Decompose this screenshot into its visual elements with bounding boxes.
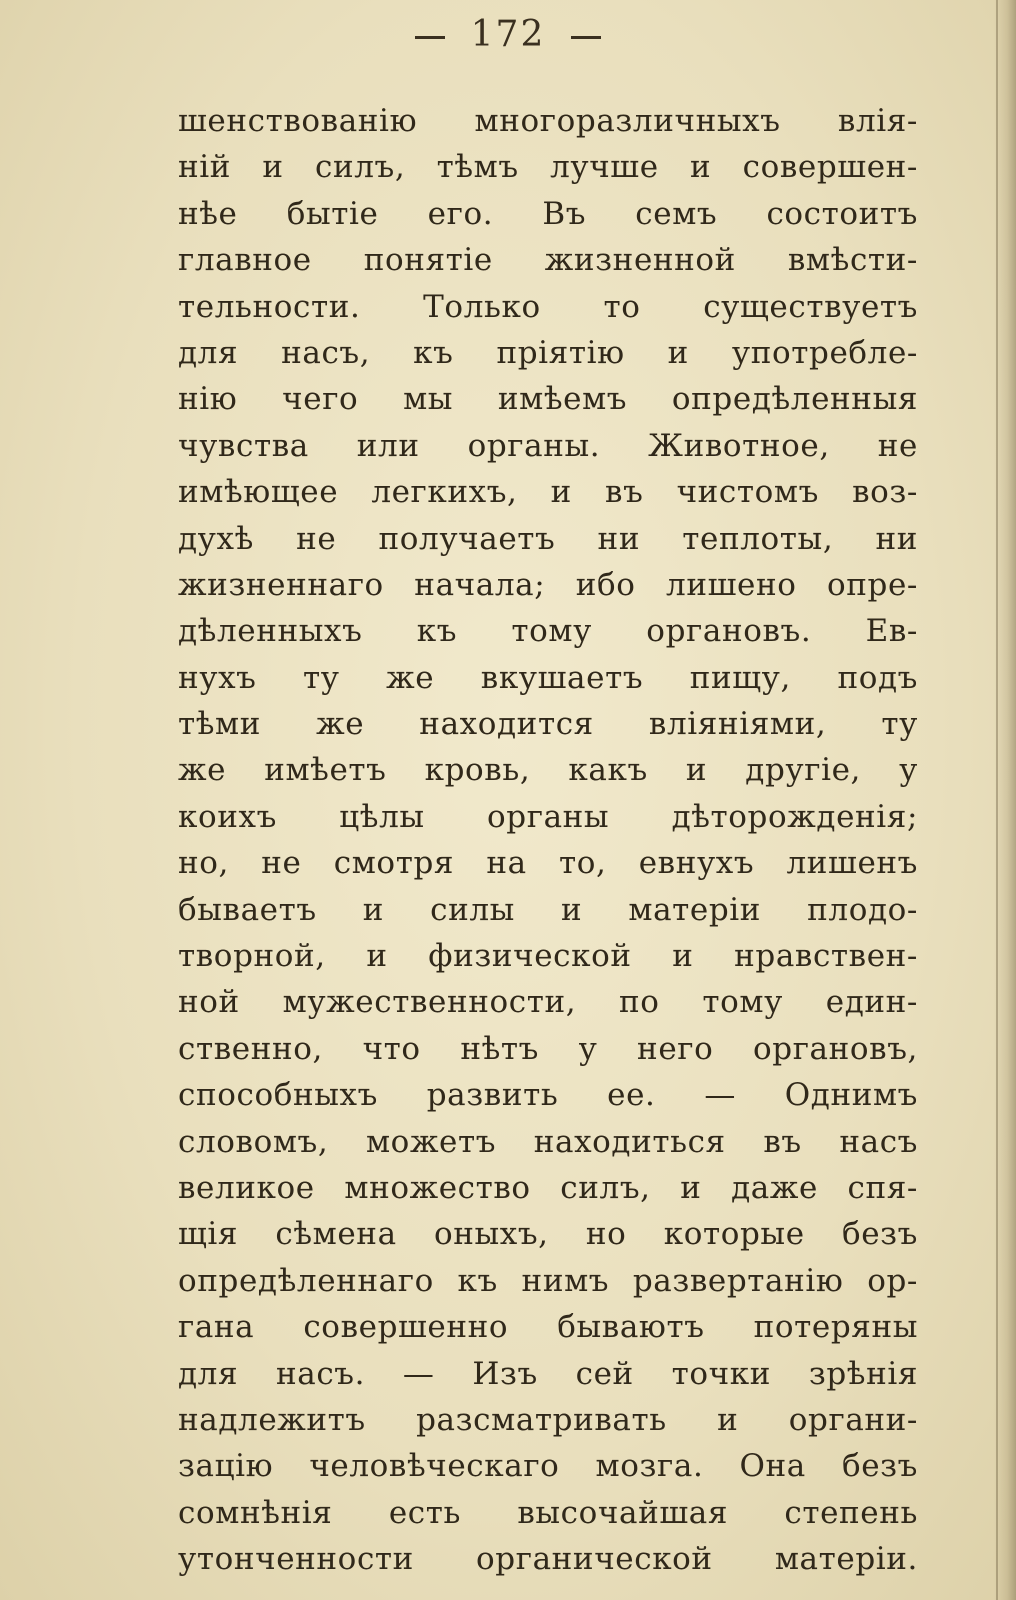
text-line: великое множество силъ, и даже спя- bbox=[178, 1169, 918, 1206]
page-header bbox=[0, 14, 1016, 55]
text-line: ной мужественности, по тому един- bbox=[178, 984, 918, 1021]
text-line: коихъ цѣлы органы дѣторожденія; bbox=[178, 798, 918, 835]
header-dash-right bbox=[571, 36, 601, 39]
text-line: ній и силъ, тѣмъ лучше и совершен- bbox=[178, 149, 918, 186]
text-line: зацію человѣческаго мозга. Она безъ bbox=[178, 1448, 918, 1485]
text-line: для насъ. — Изъ сей точки зрѣнія bbox=[178, 1355, 918, 1392]
page-edge-line bbox=[996, 0, 998, 1600]
text-line: нухъ ту же вкушаетъ пищу, подъ bbox=[178, 659, 918, 696]
body-text bbox=[178, 98, 918, 1583]
text-line: щія сѣмена оныхъ, но которые безъ bbox=[178, 1216, 918, 1253]
text-line: тѣми же находится вліяніями, ту bbox=[178, 706, 918, 743]
text-line: же имѣетъ кровь, какъ и другіе, у bbox=[178, 752, 918, 789]
text-line: словомъ, можетъ находиться въ насъ bbox=[178, 1123, 918, 1160]
page-number: 172 bbox=[470, 14, 546, 55]
text-line: утонченности органической матеріи. bbox=[178, 1541, 918, 1578]
text-line: дѣленныхъ къ тому органовъ. Ев- bbox=[178, 613, 918, 650]
text-line: имѣющее легкихъ, и въ чистомъ воз- bbox=[178, 474, 918, 511]
text-line: духѣ не получаетъ ни теплоты, ни bbox=[178, 520, 918, 557]
text-line: но, не смотря на то, евнухъ лишенъ bbox=[178, 845, 918, 882]
text-line: опредѣленнаго къ нимъ развертанію ор- bbox=[178, 1262, 918, 1299]
text-line: способныхъ развить ее. — Однимъ bbox=[178, 1077, 918, 1114]
text-line: жизненнаго начала; ибо лишено опре- bbox=[178, 566, 918, 603]
text-line: бываетъ и силы и матеріи плодо- bbox=[178, 891, 918, 928]
text-line: ственно, что нѣтъ у него органовъ, bbox=[178, 1030, 918, 1067]
text-line: тельности. Только то существуетъ bbox=[178, 288, 918, 325]
text-line: главное понятіе жизненной вмѣсти- bbox=[178, 242, 918, 279]
header-dash-left bbox=[415, 36, 445, 39]
text-line: чувства или органы. Животное, не bbox=[178, 427, 918, 464]
text-line: нію чего мы имѣемъ опредѣленныя bbox=[178, 381, 918, 418]
text-line: надлежитъ разсматривать и органи- bbox=[178, 1401, 918, 1438]
text-line: шенствованію многоразличныхъ влія- bbox=[178, 103, 918, 139]
text-line: сомнѣнія есть высочайшая степень bbox=[178, 1494, 918, 1531]
text-line: творной, и физической и нравствен- bbox=[178, 938, 918, 975]
text-line: гана совершенно бываютъ потеряны bbox=[178, 1309, 918, 1346]
text-line: нѣе бытіе его. Въ семъ состоитъ bbox=[178, 195, 918, 232]
text-line: для насъ, къ прiятію и употребле- bbox=[178, 334, 918, 371]
